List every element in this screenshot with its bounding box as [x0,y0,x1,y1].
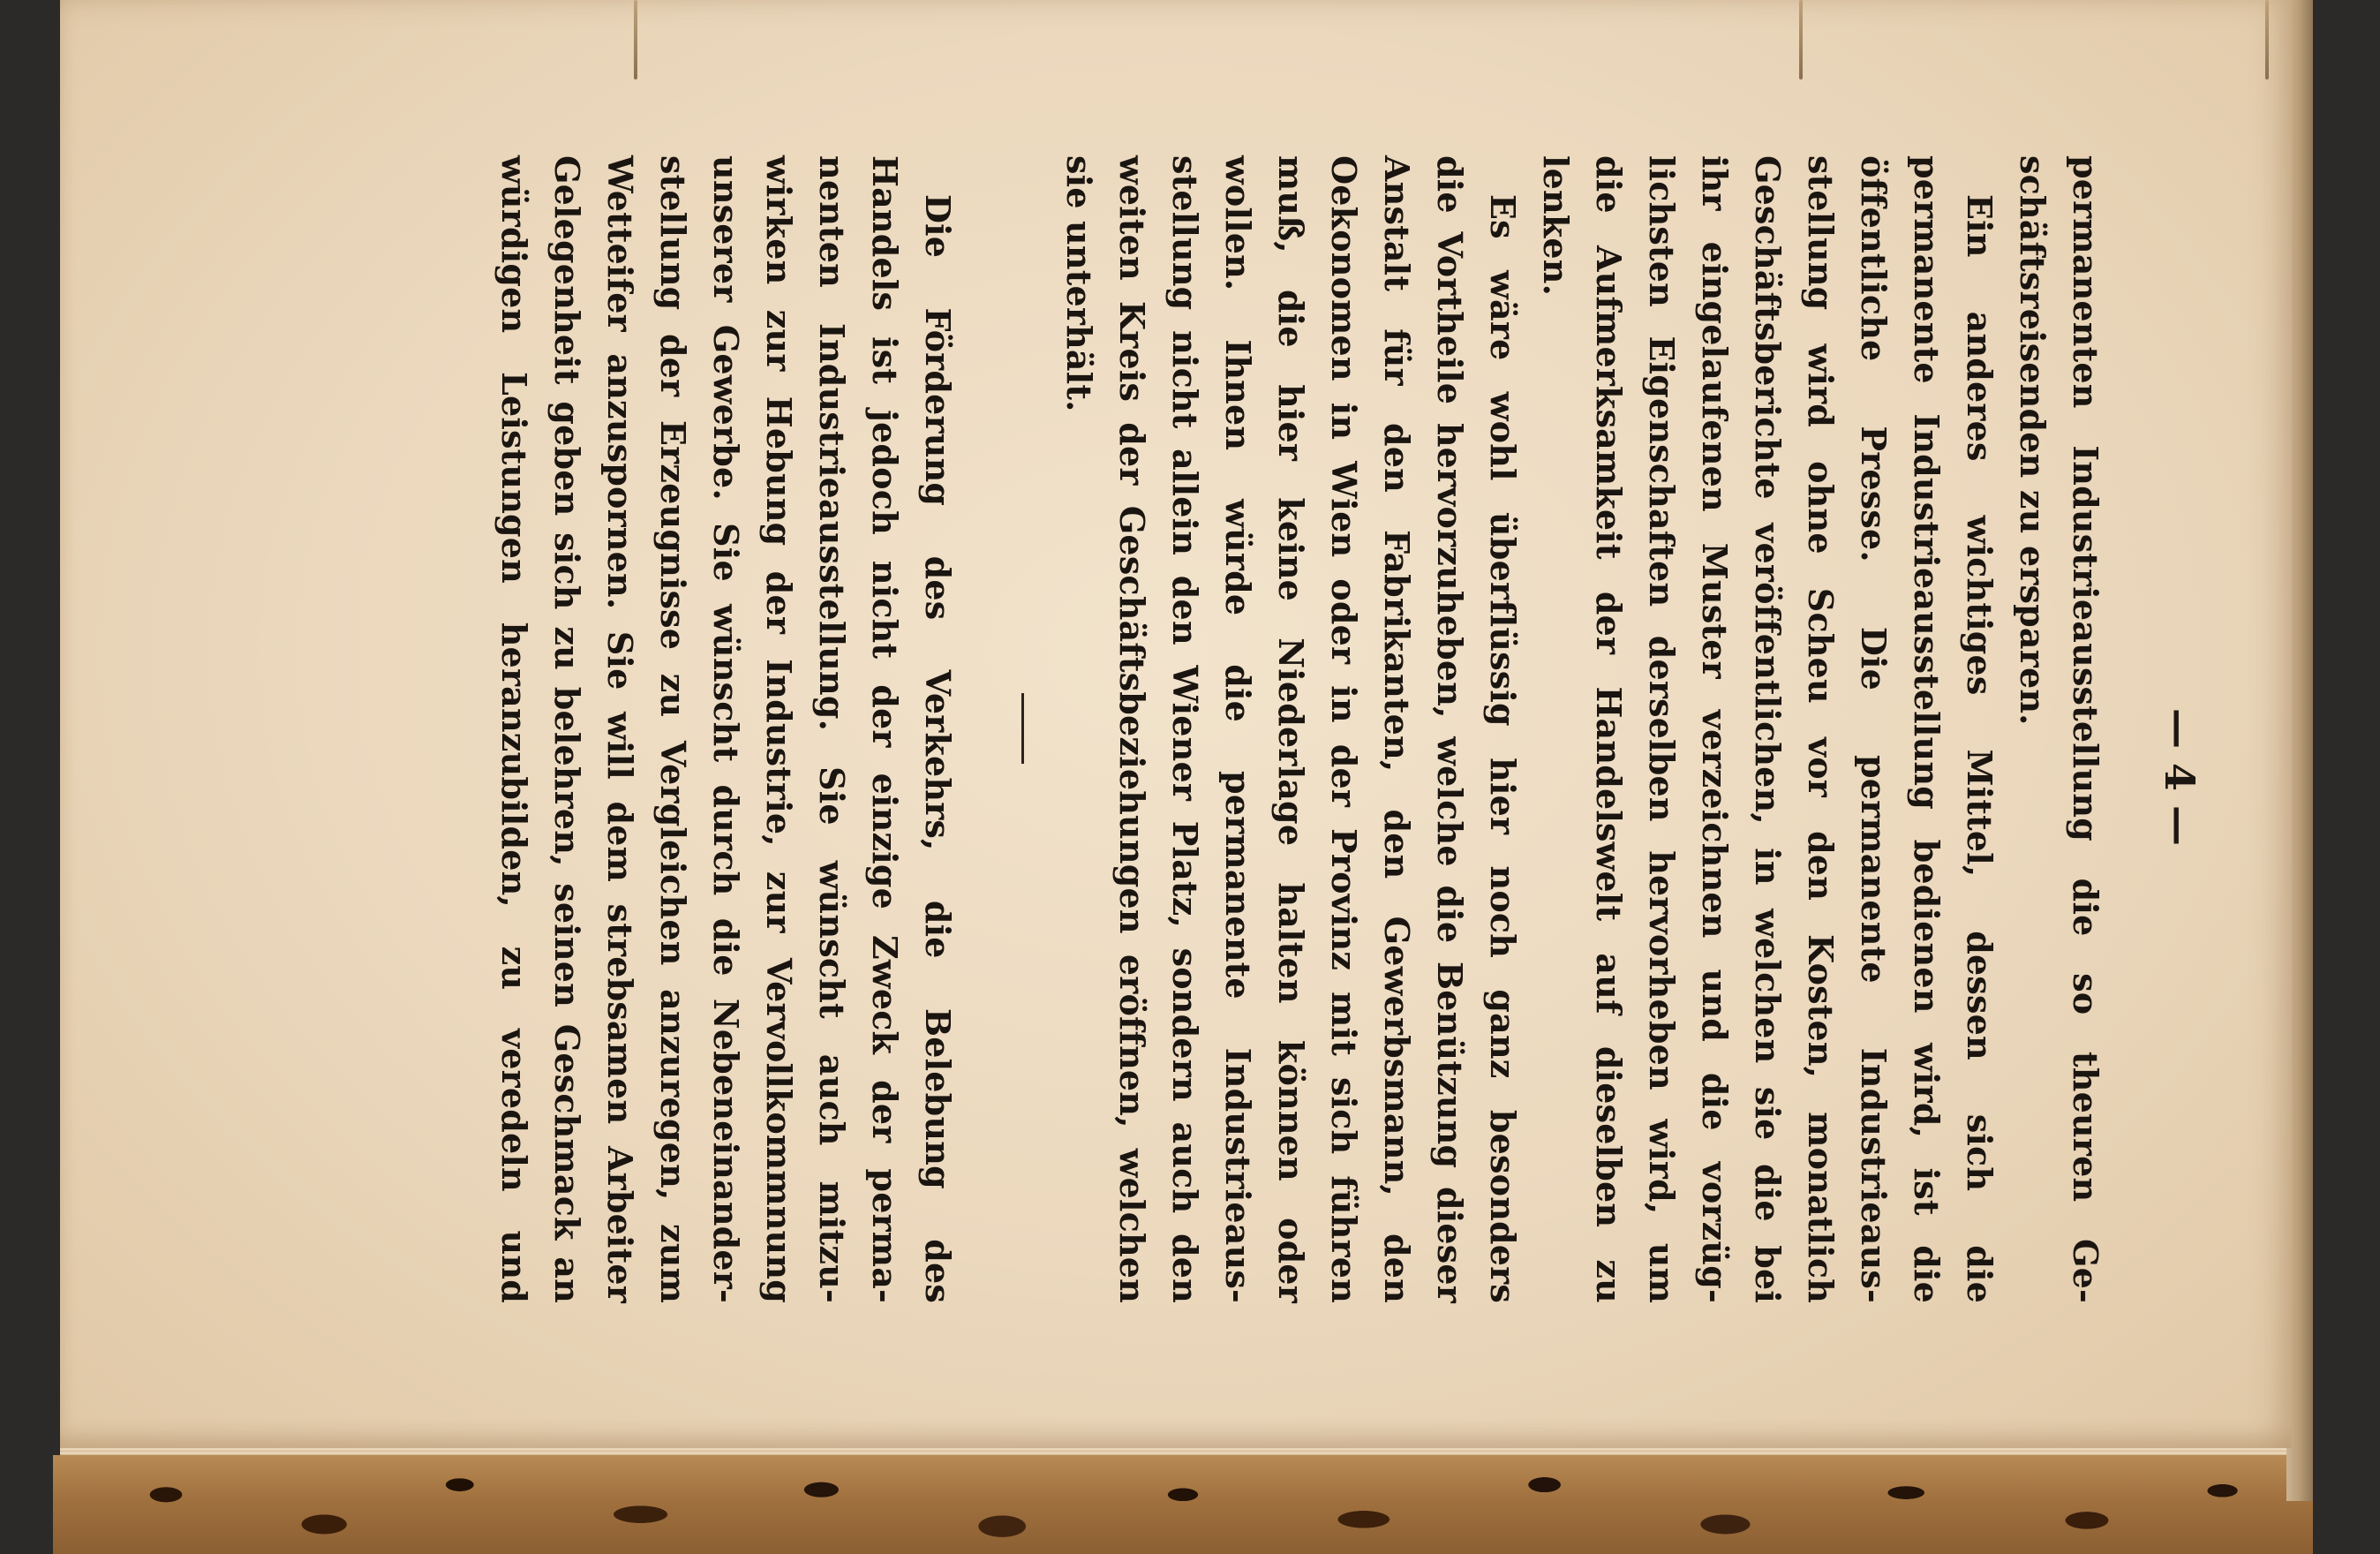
page-number: — 4 — [2156,707,2203,847]
text-line: Anstalt für den Fabrikanten, den Gewerbsmann, den [1377,155,1417,1303]
text-line: permanenten Industrieausstellung die so theuren Ge- [2066,155,2105,1303]
text-line: die Vortheile hervorzuheben, welche die Benützung dieser [1430,155,1470,1303]
text-line: unserer Gewerbe. Sie wünscht durch die Nebeneinander- [706,155,746,1303]
text-line: ihr eingelaufenen Muster verzeichnen und die vorzüg- [1695,155,1735,1303]
text-line: Ein anderes wichtiges Mittel, dessen sich die [1960,194,2000,1303]
text-line: schäftsreisenden zu ersparen. [2013,155,2052,726]
text-line: stellung wird ohne Scheu vor den Kosten, monatlich [1801,155,1841,1303]
text-line: Es wäre wohl überflüssig hier noch ganz besonders [1483,194,1523,1303]
text-line: Gelegenheit geben sich zu belehren, seinen Geschmack an [547,155,587,1303]
text-line: die Aufmerksamkeit der Handelswelt auf dieselben zu [1589,155,1629,1303]
text-line: würdigen Leistungen heranzubilden, zu veredeln und [494,155,534,1303]
text-line: stellung der Erzeugnisse zu Vergleichen anzuregen, zum [653,155,693,1303]
text-line: stellung nicht allein den Wiener Platz, sondern auch den [1165,155,1205,1303]
text-line: wirken zur Hebung der Industrie, zur Vervollkommnung [759,155,799,1303]
text-line: Geschäftsberichte veröffentlichen, in welchen sie die bei [1748,155,1788,1303]
text-line: Wetteifer anzuspornen. Sie will dem strebsamen Arbeiter [600,155,640,1303]
text-line: permanente Industrieausstellung bedienen wird, ist die [1907,155,1947,1303]
text-line: Handels ist jedoch nicht der einzige Zweck der perma- [865,155,905,1303]
section-divider [1021,693,1024,764]
text-line: Die Förderung des Verkehrs, die Belebung des [918,194,958,1303]
text-line: nenten Industrieausstellung. Sie wünscht auch mitzu- [812,155,852,1303]
text-line: lichsten Eigenschaften derselben hervorheben wird, um [1642,155,1682,1303]
text-line: wollen. Ihnen würde die permanente Industrieaus- [1218,155,1258,1303]
text-line: sie unterhält. [1059,155,1099,412]
text-line: weiten Kreis der Geschäftsbeziehungen eröffnen, welchen [1112,155,1152,1303]
text-line: Oekonomen in Wien oder in der Provinz mit sich führen [1324,155,1364,1303]
text-line: muß, die hier keine Niederlage halten können oder [1271,155,1311,1303]
text-line: lenken. [1536,155,1576,297]
text-line: öffentliche Presse. Die permanente Industrieaus- [1854,155,1894,1303]
